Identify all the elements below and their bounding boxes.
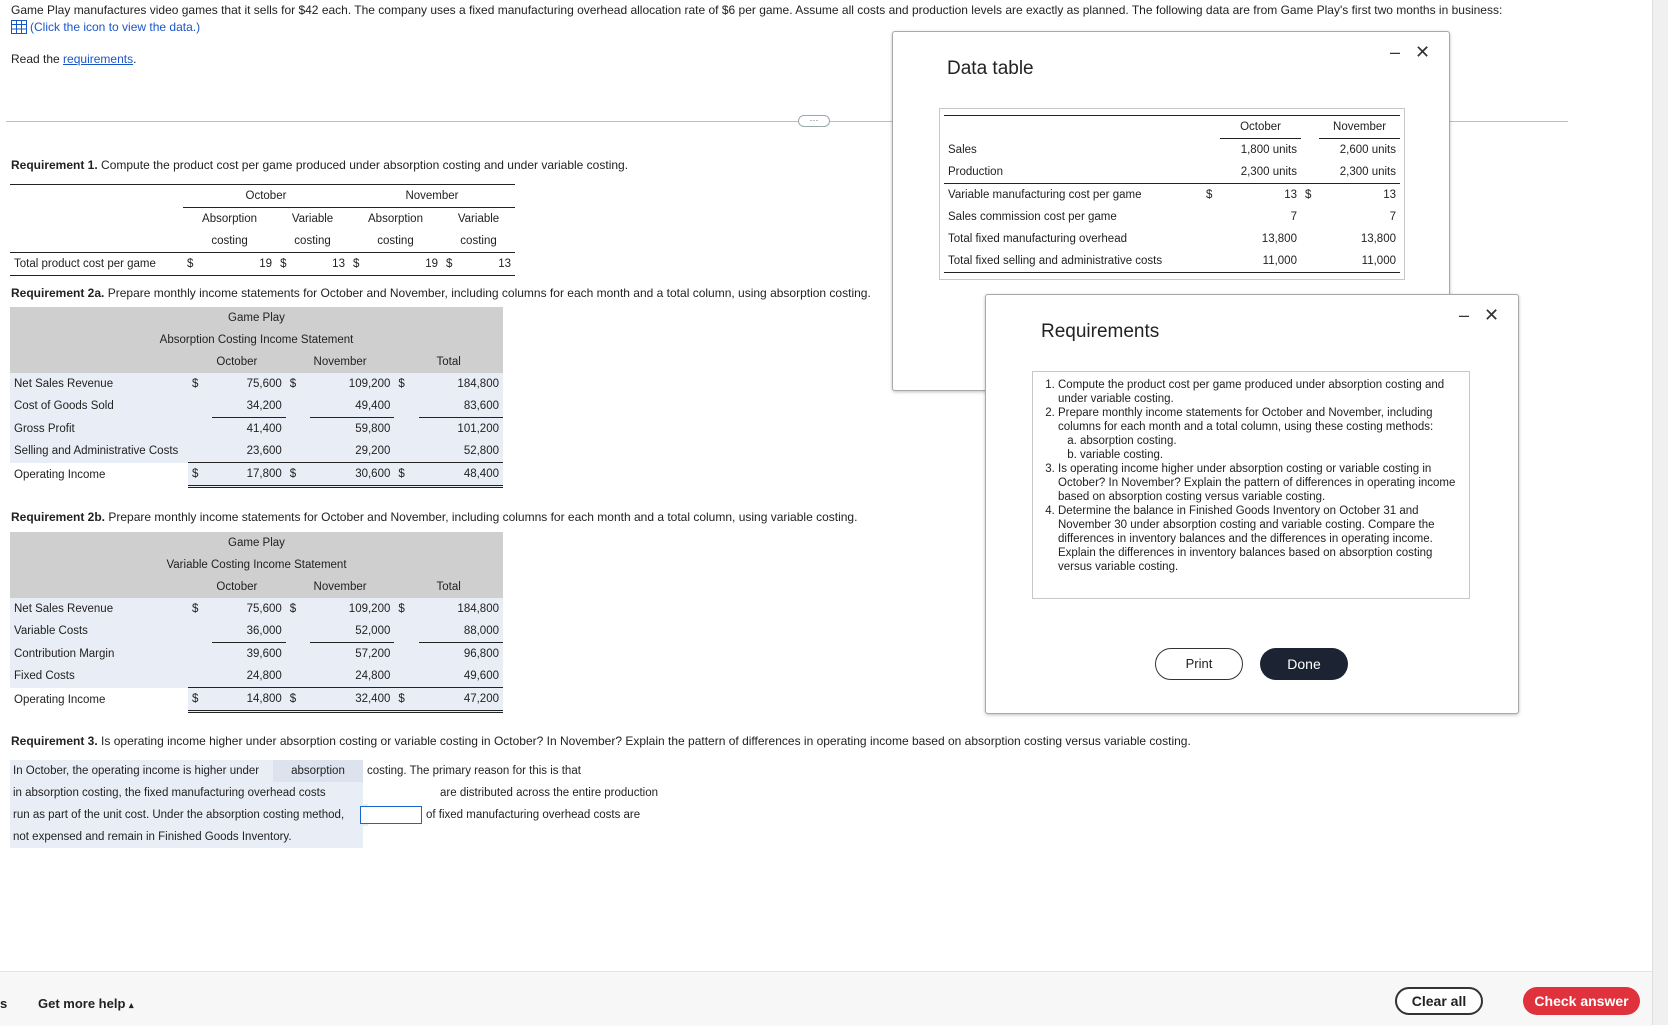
absorption-income-statement: Game Play Absorption Costing Income Statement October November Total Net Sales Revenue $ 75,600 $ 109,200 $ 184,800 Cost of Goods Sold 34,200 49,400 83,600 Gross Profit 41,400 59,800 101,200 Selling and Administrative Costs 23,600 29,200 52,800 Operating Income $ 17,800 $ 30,600 $ 48,400 [10,307,503,488]
requirement-subitem: a. absorption costing. [1080,434,1469,448]
requirement-3-answer: In October, the operating income is higher under absorption costing. The primary reason for this is that in absorption costing, the fixed manufacturing overhead costs are distributed across the entire production run as part of the unit cost. Under the absorption costing method, of fixed manufacturing overhead costs are not expensed and remain in Finished Goods Inventory. [10,760,710,848]
abs-cost-october[interactable]: 19 [221,253,276,276]
cell[interactable]: 75,600 [246,603,282,615]
overhead-amount-input[interactable] [360,806,422,824]
cell[interactable]: 17,800 [212,463,285,487]
cell[interactable]: 57,200 [355,648,391,660]
caret-up-icon: ▴ [129,1000,134,1010]
footer-bar [0,971,1652,1026]
view-data-text[interactable]: (Click the icon to view the data.) [30,20,201,34]
expand-more-button[interactable]: ··· [798,115,830,127]
cell[interactable]: 39,600 [246,648,282,660]
left-edge-text: s [0,996,8,1011]
requirements-list [1032,371,1470,599]
cell[interactable]: 96,800 [463,648,499,660]
requirement-1-table: October November Absorption Variable Absorption Variable costing costing costing costing Total product cost per game $ 19 $ 13 $ 19 $ 13 [10,184,515,276]
statement-title: Variable Costing Income Statement [166,559,347,571]
data-table-icon[interactable] [11,20,27,34]
month-header-october: October [183,185,349,208]
cell[interactable]: 88,000 [419,620,503,643]
dialog-title: Data table [947,58,1034,79]
month-header-november: November [349,185,515,208]
page-scrollbar[interactable] [1652,0,1668,1025]
clear-all-button[interactable]: Clear all [1395,987,1483,1015]
var-cost-november[interactable]: 13 [472,253,515,276]
abs-cost-november[interactable]: 19 [387,253,442,276]
cell[interactable]: 109,200 [348,378,391,390]
problem-intro: Game Play manufactures video games that it sells for $42 each. The company uses a fixed manufacturing overhead allocation rate of $6 per game. Assume all costs and production levels are exactly as planned. The following data are from Game Play's first two months in business: [11,3,1503,17]
close-icon[interactable]: ✕ [1415,42,1431,62]
data-table-frame [939,108,1405,280]
cell[interactable]: 41,400 [246,423,282,435]
requirement-item: 1. Compute the product cost per game produced under absorption costing and under variable costing. [1058,378,1469,406]
read-requirements: Read the requirements. [11,52,137,66]
done-button[interactable]: Done [1260,648,1348,680]
cell[interactable]: 34,200 [212,395,285,418]
requirement-item: 4. Determine the balance in Finished Goods Inventory on October 31 and November 30 under absorption costing and variable costing. Compare the differences in inventory balances and the differences in operating income. Explain the differences in inventory balances based on absorption costing versus variable costing. [1058,504,1469,574]
cell[interactable]: 48,400 [419,463,503,487]
cell[interactable]: 184,800 [457,378,499,390]
cell[interactable]: 75,600 [246,378,282,390]
cell[interactable]: 184,800 [457,603,499,615]
company-name: Game Play [228,537,285,549]
dialog-title: Requirements [1041,321,1160,342]
cell[interactable]: 32,400 [310,688,394,712]
company-name: Game Play [228,312,285,324]
section-divider-right [1450,121,1540,122]
row-label: Total product cost per game [10,253,183,276]
data-table: October November Sales 1,800 units 2,600 units Production 2,300 units 2,300 units Variable manufacturing cost per game $ 13 $ 13 Sales commission cost per game 7 7 Total fixed manufacturing overhead 13,800 13,800 Total fixed selling and administrative costs 11,000 11,000 [944,115,1400,273]
cell[interactable]: 109,200 [348,603,391,615]
minimize-icon[interactable]: – [1459,305,1470,325]
get-more-help-button[interactable]: Get more help ▴ [38,996,134,1011]
requirement-subitem: b. variable costing. [1080,448,1469,462]
requirement-3-heading: Requirement 3. Is operating income higher under absorption costing or variable costing in October? In November? Explain the pattern of differences in operating income based on absorption costing versus variable costing. [11,734,1191,748]
cell[interactable]: 83,600 [419,395,503,418]
cell[interactable]: 52,800 [419,440,503,463]
requirement-item: 3. Is operating income higher under absorption costing or variable costing in October? In November? Explain the pattern of differences in operating income based on absorption costing versus variable costing. [1058,462,1469,504]
cell[interactable]: 47,200 [419,688,503,712]
check-answer-button[interactable]: Check answer [1523,987,1640,1015]
cell[interactable]: 49,600 [419,665,503,688]
requirements-dialog [985,294,1519,714]
cell[interactable]: 52,000 [310,620,394,643]
view-data-link[interactable] [11,20,200,34]
cell[interactable]: 59,800 [355,423,391,435]
requirement-2b-heading: Requirement 2b. Prepare monthly income statements for October and November, including columns for each month and a total column, using variable costing. [11,510,858,524]
cell[interactable]: 14,800 [212,688,285,712]
cell[interactable]: 24,800 [212,665,285,688]
close-icon[interactable]: ✕ [1484,305,1500,325]
minimize-icon[interactable]: – [1390,42,1401,62]
cell[interactable]: 29,200 [310,440,394,463]
statement-title: Absorption Costing Income Statement [159,334,354,346]
cell[interactable]: 36,000 [212,620,285,643]
costing-method-select[interactable]: absorption [273,760,363,782]
requirement-1-heading: Requirement 1. Compute the product cost per game produced under absorption costing and under variable costing. [11,158,629,172]
cell[interactable]: 23,600 [212,440,285,463]
cell[interactable]: 101,200 [457,423,499,435]
requirement-2a-heading: Requirement 2a. Prepare monthly income statements for October and November, including columns for each month and a total column, using absorption costing. [11,286,871,300]
print-button[interactable]: Print [1155,648,1243,680]
requirements-link[interactable]: requirements [63,52,134,66]
var-cost-october[interactable]: 13 [306,253,349,276]
cell[interactable]: 30,600 [310,463,394,487]
cell[interactable]: 24,800 [310,665,394,688]
requirement-item: 2. Prepare monthly income statements for October and November, including columns for each month and a total column, using these costing methods: a. absorption costing. b. variable costing. [1058,406,1469,462]
cell[interactable]: 49,400 [310,395,394,418]
variable-income-statement: Game Play Variable Costing Income Statement October November Total Net Sales Revenue $ 75,600 $ 109,200 $ 184,800 Variable Costs 36,000 52,000 88,000 Contribution Margin 39,600 57,200 96,800 Fixed Costs 24,800 24,800 49,600 Operating Income $ 14,800 $ 32,400 $ 47,200 [10,532,503,713]
